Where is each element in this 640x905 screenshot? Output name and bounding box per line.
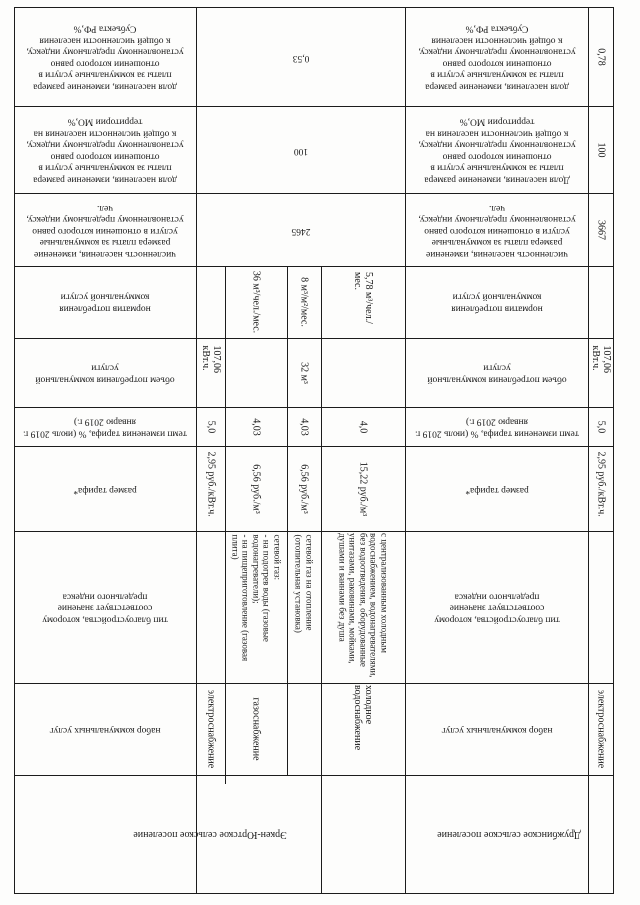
tariff-a-gas: 6,56 руб./м³ bbox=[250, 463, 262, 514]
header-tariff-change-a: темп изменения тарифа, % (июль 2019 г. январю 2019 г.) bbox=[23, 416, 187, 438]
header-share-mo-a: доля населения, изменение размера платы за коммунальные услуги в отношении которого равно установленному предельному индексу, к общей численности населения на территории МО,% bbox=[26, 116, 184, 184]
header-improvement-b: тип благоустройства, которому соответствует значение предельного индекса bbox=[433, 591, 560, 625]
header-norm-b: норматив потребления коммунальной услуги bbox=[450, 292, 543, 314]
tariff-a-heat: 6,56 руб./м³ bbox=[298, 463, 310, 514]
rule-right bbox=[613, 7, 614, 894]
norm-a-heat: 8 м³/м²/мес. bbox=[298, 277, 310, 327]
header-tariff-change-b: темп изменения тарифа, % (июль 2019 г. январю 2019 г.) bbox=[414, 416, 579, 438]
population-a: 2465 bbox=[291, 225, 310, 236]
service-a-water: холодное водоснабжение bbox=[352, 685, 374, 751]
type-a-water: с централизованным холодным водоснабжением, водонагревателями, без водоотведения, оборудованные унитазами, раковинами, мойками, душами и ваннами без душа bbox=[337, 533, 390, 678]
change-a-electric: 5,0 bbox=[205, 420, 216, 433]
share-subject-b: 0,78 bbox=[595, 47, 606, 66]
volume-b-electric: 107,06 кВт.ч. bbox=[589, 345, 612, 373]
settlement-a-name: Эркен-Юртское сельское поселение bbox=[132, 828, 287, 840]
norm-a-gas: 36 м³/чел./мес. bbox=[250, 270, 262, 334]
header-consumption-b: объем потребления коммунальной услуги bbox=[426, 362, 567, 384]
volume-a-heat: 32 м³ bbox=[298, 361, 310, 384]
volume-a-electric: 107,06 кВт.ч. bbox=[199, 345, 222, 373]
type-a-gas: сетевой газ: - на подогрев воды (газовые водонагреватели); - на пищеприготовление (газовая плита) bbox=[230, 534, 283, 662]
header-consumption-a: объем потребления коммунальной услуги bbox=[35, 362, 175, 384]
tariff-a-electric: 2,95 руб./кВт.ч. bbox=[205, 451, 216, 517]
population-b: 3667 bbox=[595, 219, 606, 240]
share-mo-a: 100 bbox=[293, 145, 308, 156]
header-population-b: численность населения, изменение размера платы за коммунальные услуги в отношении которого равно установленному предельному индексу, чел. bbox=[417, 202, 576, 259]
type-a-heat: сетевой газ на отопление (отопительная установка) bbox=[294, 534, 315, 633]
service-a-electric: электроснабжение bbox=[205, 689, 216, 769]
tariff-b-electric: 2,95 руб./кВт.ч. bbox=[595, 451, 606, 517]
rule-bottom bbox=[14, 893, 614, 894]
header-share-subject-a: доля населения, изменение размера платы за коммунальные услуги в отношении которого равно установленному предельному индексу, к общей численности населения Субъекта РФ,% bbox=[26, 23, 184, 91]
service-a-gas: газоснабжение bbox=[250, 697, 262, 761]
header-share-mo-b: Доля населения, изменение размера платы за коммунальные услуги в отношении которого равно установленному предельному индексу, к общей численности населения на территории МО,% bbox=[417, 116, 576, 184]
tariff-a-water: 15,22 руб./м³ bbox=[357, 461, 369, 516]
share-subject-a: 0,53 bbox=[292, 52, 309, 63]
change-a-gas: 4,03 bbox=[250, 417, 262, 436]
header-tariff-b: размер тарифа* bbox=[464, 484, 529, 495]
norm-a-water: 5,78 м³/чел./мес. bbox=[352, 272, 374, 324]
settlement-b-name: Дружбинское сельское поселение bbox=[437, 828, 581, 840]
header-norm-a: норматив потребления коммунальной услуги bbox=[59, 292, 151, 314]
share-mo-b: 100 bbox=[595, 142, 606, 157]
header-improvement-a: тип благоустройства, которому соответствует значение предельного индекса bbox=[42, 591, 168, 625]
change-b-electric: 5,0 bbox=[595, 420, 606, 433]
service-b-electric: электроснабжение bbox=[595, 689, 606, 769]
header-tariff-a: размер тарифа* bbox=[73, 484, 137, 495]
header-service-set-b: набор коммунальных услуг bbox=[441, 724, 552, 735]
change-a-heat: 4,03 bbox=[298, 417, 310, 436]
change-a-water: 4,0 bbox=[357, 420, 369, 433]
header-share-subject-b: доля населения, изменение размера платы за коммунальные услуги в отношении которого равно установленному предельному индексу, к общей численности населения Субъекта РФ,% bbox=[417, 23, 576, 91]
header-service-set-a: набор коммунальных услуг bbox=[49, 724, 161, 735]
header-population-a: численность населения, изменение размера платы за коммунальные услуги в отношении которого равно установленному предельному индексу, чел. bbox=[26, 202, 184, 259]
